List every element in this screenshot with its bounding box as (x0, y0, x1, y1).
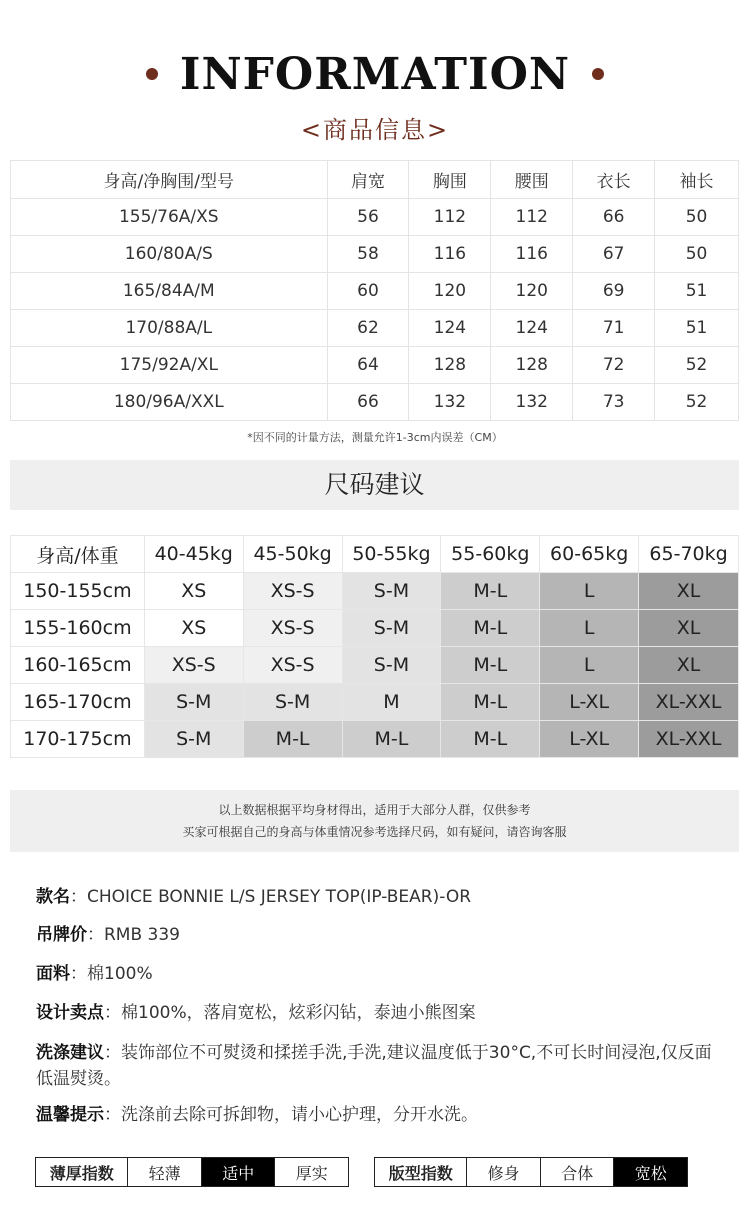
notice-line: 以上数据根据平均身材得出，适用于大部分人群，仅供参考 (218, 803, 531, 817)
table-row (11, 721, 739, 758)
size-cell: S-M (243, 684, 342, 721)
table-cell: 120 (409, 273, 491, 310)
table-cell: 60 (327, 273, 409, 310)
row-header: 165-170cm (11, 684, 145, 721)
row-header: 170-175cm (11, 721, 145, 758)
thickness-option-thick: 厚实 (274, 1158, 348, 1186)
table-row (11, 384, 739, 421)
size-cell: XS-S (243, 573, 342, 610)
table-cell: 124 (491, 310, 573, 347)
size-cell: M (342, 684, 441, 721)
fit-option-loose: 宽松 (613, 1158, 687, 1186)
row-header: 155-160cm (11, 610, 145, 647)
table-cell: 67 (573, 236, 655, 273)
table-cell: 124 (409, 310, 491, 347)
column-header: 65-70kg (639, 536, 739, 573)
size-cell: XL (639, 573, 739, 610)
table-cell: 170/88A/L (11, 310, 328, 347)
size-cell: XS-S (243, 647, 342, 684)
table-row (11, 610, 739, 647)
size-cell: XS (144, 573, 243, 610)
table-row (11, 199, 739, 236)
size-cell: L (540, 573, 639, 610)
table-cell: 66 (327, 384, 409, 421)
table-cell: 66 (573, 199, 655, 236)
measurement-note: *因不同的计量方法，测量允许1-3cm内误差（CM） (247, 431, 503, 444)
page-subtitle: <商品信息> (300, 116, 450, 144)
detail-name: 款名：CHOICE BONNIE L/S JERSEY TOP(IP-BEAR)-OR (36, 887, 472, 907)
column-header: 50-55kg (342, 536, 441, 573)
size-cell: M-L (342, 721, 441, 758)
table-cell: 51 (655, 273, 739, 310)
column-header: 身高/净胸围/型号 (11, 161, 328, 199)
table-row (11, 347, 739, 384)
table-row (11, 236, 739, 273)
size-cell: M-L (441, 721, 540, 758)
table-row (11, 684, 739, 721)
detail-tip: 温馨提示：洗涤前去除可拆卸物，请小心护理，分开水洗。 (36, 1105, 478, 1125)
table-row (11, 573, 739, 610)
size-cell: XS-S (144, 647, 243, 684)
table-cell: 56 (327, 199, 409, 236)
notice-box (10, 790, 739, 852)
table-row (11, 273, 739, 310)
table-cell: 64 (327, 347, 409, 384)
size-cell: S-M (144, 721, 243, 758)
table-cell: 52 (655, 384, 739, 421)
size-cell: S-M (144, 684, 243, 721)
bullet-dot-icon (592, 68, 604, 80)
detail-price: 吊牌价：RMB 339 (36, 925, 180, 945)
table-cell: 71 (573, 310, 655, 347)
table-cell: 165/84A/M (11, 273, 328, 310)
detail-design: 设计卖点：棉100%，落肩宽松，炫彩闪钻，泰迪小熊图案 (36, 1003, 476, 1023)
notice-line: 买家可根据自己的身高与体重情况参考选择尺码，如有疑问，请咨询客服 (182, 825, 567, 839)
table-cell: 116 (409, 236, 491, 273)
fit-option-regular: 合体 (540, 1158, 614, 1186)
row-header: 150-155cm (11, 573, 145, 610)
page-title (0, 48, 750, 102)
size-cell: M-L (441, 647, 540, 684)
size-cell: L (540, 610, 639, 647)
table-cell: 120 (491, 273, 573, 310)
table-cell: 69 (573, 273, 655, 310)
fit-index-label: 版型指数 (388, 1163, 453, 1183)
column-header: 55-60kg (441, 536, 540, 573)
thickness-index-bar (35, 1157, 349, 1187)
table-cell: 50 (655, 236, 739, 273)
title-text: INFORMATION (179, 49, 571, 100)
size-cell: XL (639, 647, 739, 684)
fit-option-slim: 修身 (466, 1158, 540, 1186)
table-row (11, 310, 739, 347)
column-header: 袖长 (655, 161, 739, 199)
table-cell: 52 (655, 347, 739, 384)
size-cell: S-M (342, 610, 441, 647)
table-cell: 160/80A/S (11, 236, 328, 273)
table-cell: 62 (327, 310, 409, 347)
table-cell: 180/96A/XXL (11, 384, 328, 421)
size-cell: M-L (243, 721, 342, 758)
suggestion-header (11, 536, 739, 573)
size-cell: L-XL (540, 721, 639, 758)
size-cell: L-XL (540, 684, 639, 721)
table-cell: 128 (409, 347, 491, 384)
column-header: 衣长 (573, 161, 655, 199)
table-cell: 132 (409, 384, 491, 421)
size-cell: M-L (441, 610, 540, 647)
size-suggestion-banner: 尺码建议 (10, 460, 739, 510)
size-cell: S-M (342, 573, 441, 610)
column-header: 胸围 (409, 161, 491, 199)
table-cell: 50 (655, 199, 739, 236)
column-header: 腰围 (491, 161, 573, 199)
row-header: 160-165cm (11, 647, 145, 684)
table-cell: 72 (573, 347, 655, 384)
table-cell: 155/76A/XS (11, 199, 328, 236)
bullet-dot-icon (146, 68, 158, 80)
table-cell: 175/92A/XL (11, 347, 328, 384)
table-cell: 112 (409, 199, 491, 236)
size-cell: XL-XXL (639, 721, 739, 758)
detail-wash: 洗涤建议：装饰部位不可熨烫和揉搓手洗,手洗,建议温度低于30°C,不可长时间浸泡,仅反面低温熨烫。 (36, 1043, 712, 1089)
size-table (10, 160, 739, 421)
table-cell: 73 (573, 384, 655, 421)
table-row (11, 647, 739, 684)
thickness-option-medium: 适中 (201, 1158, 275, 1186)
fit-index-bar (374, 1157, 688, 1187)
size-cell: S-M (342, 647, 441, 684)
table-cell: 128 (491, 347, 573, 384)
size-cell: XL-XXL (639, 684, 739, 721)
size-table-header (11, 161, 739, 199)
column-header: 肩宽 (327, 161, 409, 199)
table-cell: 51 (655, 310, 739, 347)
detail-fabric: 面料：棉100% (36, 964, 153, 984)
thickness-option-thin: 轻薄 (127, 1158, 201, 1186)
size-cell: XL (639, 610, 739, 647)
table-cell: 112 (491, 199, 573, 236)
size-suggestion-table (10, 535, 739, 758)
size-cell: M-L (441, 684, 540, 721)
size-cell: L (540, 647, 639, 684)
column-header: 60-65kg (540, 536, 639, 573)
size-cell: M-L (441, 573, 540, 610)
table-cell: 58 (327, 236, 409, 273)
table-cell: 132 (491, 384, 573, 421)
size-cell: XS (144, 610, 243, 647)
column-header: 45-50kg (243, 536, 342, 573)
column-header: 身高/体重 (11, 536, 145, 573)
thickness-index-label: 薄厚指数 (49, 1163, 114, 1183)
size-cell: XS-S (243, 610, 342, 647)
table-cell: 116 (491, 236, 573, 273)
column-header: 40-45kg (144, 536, 243, 573)
